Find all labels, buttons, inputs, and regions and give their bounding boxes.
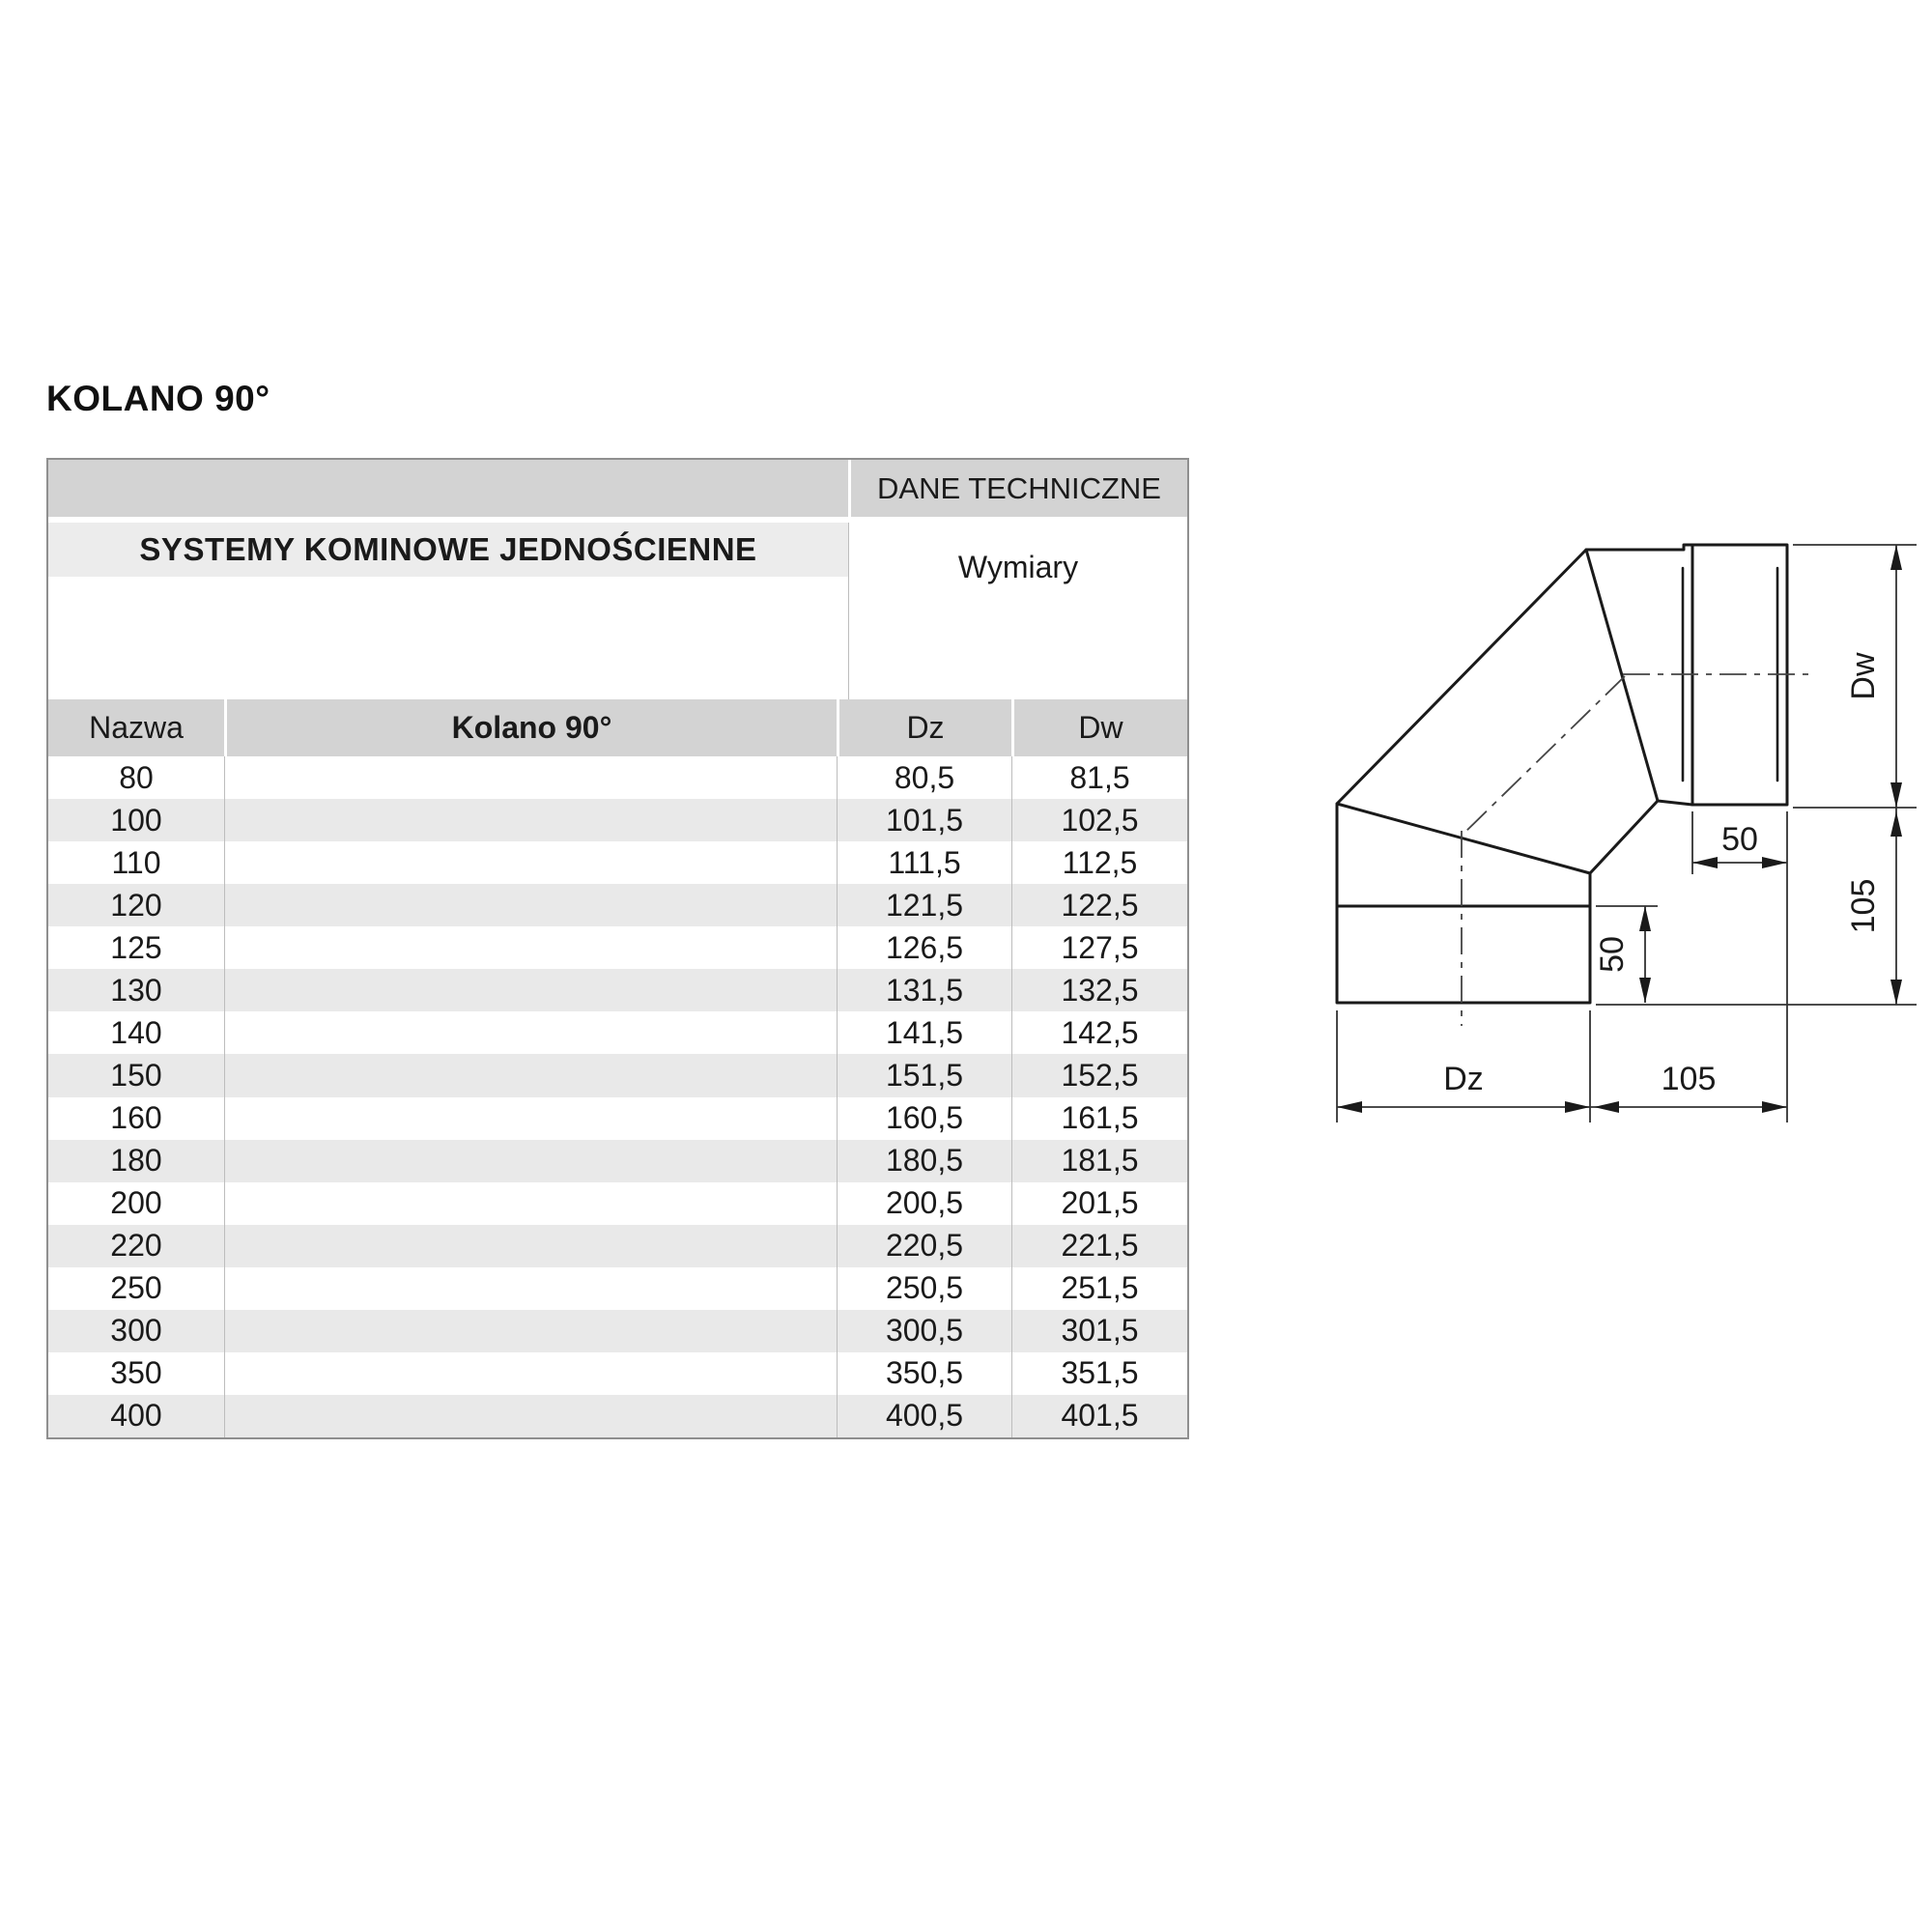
row-dw: 112,5 [1011,841,1187,884]
row-dz: 300,5 [837,1310,1011,1352]
dz-label: Dz [1443,1061,1484,1097]
dimensions-header-cell: Wymiary [848,523,1187,699]
dz-arrow-left [1337,1101,1362,1113]
row-name: 400 [110,1398,162,1434]
row-name: 220 [110,1228,162,1264]
empty-cell [48,577,848,699]
row-dw: 81,5 [1011,756,1187,799]
technical-data-header: DANE TECHNICZNE [848,460,1187,517]
row-dz: 350,5 [837,1352,1011,1395]
row-dw: 401,5 [1011,1395,1187,1437]
right-105-arrow-up [1890,811,1902,837]
row-product [224,1054,837,1096]
table-row [48,756,1187,799]
row-name: 140 [110,1014,162,1050]
right-105-label: 105 [1845,878,1882,934]
row-product [224,1395,837,1437]
row-product [224,1140,837,1182]
miter-joint-line-1 [1337,804,1590,873]
table-row [48,1097,1187,1140]
row-dw: 181,5 [1011,1140,1187,1182]
row-name: 80 [119,759,154,795]
row-product [224,756,837,799]
inlet-50-arrow-down [1639,978,1651,1003]
table-row [48,884,1187,926]
column-header-dz: Dz [837,699,1011,756]
row-name: 150 [110,1057,162,1093]
dw-arrow-down [1890,782,1902,808]
row-product [224,1011,837,1054]
row-name: 160 [110,1100,162,1136]
dz-arrow-right [1565,1101,1590,1113]
row-dw: 221,5 [1011,1225,1187,1267]
row-product [224,1352,837,1395]
row-product [224,926,837,969]
row-product [224,799,837,841]
row-dw: 161,5 [1011,1097,1187,1140]
row-name: 250 [110,1270,162,1306]
table-row [48,1140,1187,1182]
inlet-50-arrow-up [1639,906,1651,931]
technical-data-table [46,458,1189,1439]
row-dw: 132,5 [1011,969,1187,1011]
row-dz: 80,5 [837,756,1011,799]
bottom-105-label: 105 [1661,1061,1717,1097]
row-product [224,841,837,884]
dw-label: Dw [1845,652,1882,700]
page-title: KOLANO 90° [46,379,270,418]
table-row [48,841,1187,884]
elbow-outline [1337,545,1787,1003]
row-name: 100 [110,802,162,838]
table-top-band [48,460,1187,520]
row-product [224,1225,837,1267]
row-product [224,1267,837,1310]
row-product [224,1097,837,1140]
row-dz: 141,5 [837,1011,1011,1054]
row-name: 125 [110,929,162,965]
table-row [48,969,1187,1011]
row-dz: 126,5 [837,926,1011,969]
row-name: 120 [110,887,162,923]
row-dz: 180,5 [837,1140,1011,1182]
row-dw: 102,5 [1011,799,1187,841]
dw-arrow-up [1890,545,1902,570]
row-dw: 127,5 [1011,926,1187,969]
row-dw: 201,5 [1011,1182,1187,1225]
bottom-105-arrow-left [1594,1101,1619,1113]
row-product [224,969,837,1011]
table-row [48,1310,1187,1352]
row-name: 350 [110,1355,162,1391]
table-row [48,1352,1187,1395]
table-body [48,756,1187,1437]
row-dz: 250,5 [837,1267,1011,1310]
miter-joint-line-2 [1586,550,1658,801]
top-band-empty-cell [48,460,848,517]
row-dz: 111,5 [837,841,1011,884]
row-dz: 220,5 [837,1225,1011,1267]
column-header-dw: Dw [1011,699,1187,756]
row-dw: 122,5 [1011,884,1187,926]
row-dw: 142,5 [1011,1011,1187,1054]
row-dz: 160,5 [837,1097,1011,1140]
elbow-technical-drawing [1285,502,1932,1150]
column-header-product: Kolano 90° [224,699,837,756]
row-dz: 101,5 [837,799,1011,841]
socket-50-label: 50 [1721,821,1758,858]
row-dz: 151,5 [837,1054,1011,1096]
row-dz: 121,5 [837,884,1011,926]
bottom-105-arrow-right [1762,1101,1787,1113]
inlet-50-label: 50 [1594,936,1631,973]
column-header-row [48,699,1187,756]
row-dw: 351,5 [1011,1352,1187,1395]
row-dw: 152,5 [1011,1054,1187,1096]
row-name: 200 [110,1185,162,1221]
socket-50-arrow-right [1762,857,1787,868]
row-dz: 200,5 [837,1182,1011,1225]
table-row [48,799,1187,841]
row-dz: 131,5 [837,969,1011,1011]
row-name: 110 [111,844,161,880]
system-header-cell: SYSTEMY KOMINOWE JEDNOŚCIENNE [48,523,848,577]
row-product [224,1310,837,1352]
row-product [224,1182,837,1225]
row-name: 300 [110,1313,162,1349]
table-row [48,1054,1187,1096]
table-row [48,1225,1187,1267]
right-105-arrow-down [1890,980,1902,1005]
column-header-name: Nazwa [89,710,184,745]
table-row [48,1267,1187,1310]
row-dw: 251,5 [1011,1267,1187,1310]
table-row [48,1182,1187,1225]
row-dw: 301,5 [1011,1310,1187,1352]
row-name: 130 [110,972,162,1008]
table-row [48,926,1187,969]
bend-centerline [1463,676,1625,834]
socket-50-arrow-left [1692,857,1718,868]
row-dz: 400,5 [837,1395,1011,1437]
table-row [48,1011,1187,1054]
table-row [48,1395,1187,1437]
row-name: 180 [110,1143,162,1179]
row-product [224,884,837,926]
